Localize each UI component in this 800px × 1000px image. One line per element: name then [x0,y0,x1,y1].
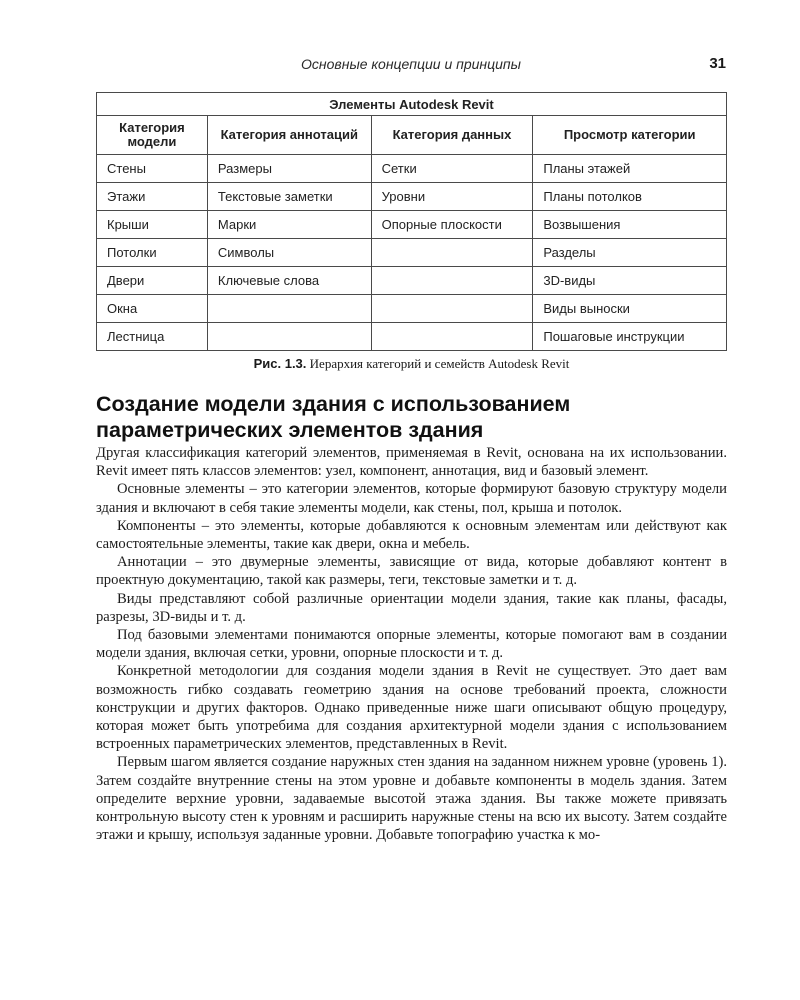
paragraph: Конкретной методологии для создания модели здания в Revit не существует. Это дает вам возможность гибко создавать геометрию здания на основе требований проекта, сложности конструкции и других факторов. Однако приведенные ниже шаги описывают общую процедуру, которая может быть употребима для создания архитектурной модели здания с использованием встроенных параметрических элементов, представленных в Revit. [96,663,727,753]
table-cell [371,239,533,267]
table-cell [371,295,533,323]
table-cell: Планы потолков [533,183,727,211]
table-cell: Опорные плоскости [371,211,533,239]
table-row [97,155,727,183]
table-cell: Текстовые заметки [207,183,371,211]
table-cell: Виды выноски [533,295,727,323]
running-title: Основные концепции и принципы [301,56,521,72]
revit-elements-table [96,92,727,351]
table-row [97,295,727,323]
table-cell: Окна [97,295,208,323]
table-cell: Планы этажей [533,155,727,183]
table-cell: Этажи [97,183,208,211]
paragraph: Под базовыми элементами понимаются опорные элементы, которые помогают вам в создании модели здания, включая сетки, уровни, опорные плоскости и т. д. [96,627,727,662]
table-row [97,211,727,239]
table-cell: Потолки [97,239,208,267]
table-cell [371,267,533,295]
figure-text: Иерархия категорий и семейств Autodesk Revit [309,356,570,371]
table-cell: Пошаговые инструкции [533,323,727,351]
table-cell [371,323,533,351]
table-header-row [97,116,727,155]
column-header-annotation: Категория аннотаций [207,116,371,155]
table-cell: Разделы [533,239,727,267]
table-cell: Символы [207,239,371,267]
table-row [97,183,727,211]
paragraph: Виды представляют собой различные ориентации модели здания, такие как планы, фасады, разрезы, 3D-виды и т. д. [96,590,727,625]
table-cell: Сетки [371,155,533,183]
paragraph: Компоненты – это элементы, которые добавляются к основным элементам или действуют как самостоятельные элементы, такие как двери, окна и мебель. [96,517,727,553]
section-title: Создание модели здания с использованием параметрических элементов здания [96,392,571,442]
table-cell: Двери [97,267,208,295]
page-number: 31 [709,55,726,72]
table-cell: 3D-виды [533,267,727,295]
table-row [97,239,727,267]
figure-caption [96,356,727,372]
paragraph: Аннотации – это двумерные элементы, зависящие от вида, которые добавляют контент в проектную документацию, такой как размеры, теги, текстовые заметки и т. д. [96,554,727,589]
column-header-model: Категория модели [97,116,208,155]
table-cell: Ключевые слова [207,267,371,295]
column-header-data: Категория данных [371,116,533,155]
paragraph: Первым шагом является создание наружных стен здания на заданном нижнем уровне (уровень 1). Затем создайте внутренние стены на этом уровне и добавьте компоненты в модель здания. Затем определите верхние уровни, задаваемые высотой этажа здания. Вы также можете привязать контрольную высоту стен к уровням и расширить наружные стены на всю их высоту. Затем создайте этажи и крышу, используя заданные уровни. Добавьте топографию участка к мо- [96,754,727,844]
table-cell: Лестница [97,323,208,351]
paragraph: Основные элементы – это категории элементов, которые формируют базовую структуру модели здания и включают в себя такие элементы модели, как стены, пол, крыша и потолок. [96,481,727,516]
table-cell: Размеры [207,155,371,183]
table-cell: Уровни [371,183,533,211]
running-header [96,56,726,76]
figure-label: Рис. 1.3. [253,356,307,371]
body-text [96,444,727,844]
table-cell: Крыши [97,211,208,239]
table-caption: Элементы Autodesk Revit [97,93,727,116]
table-cell [207,295,371,323]
table-cell: Марки [207,211,371,239]
table-row [97,267,727,295]
table-cell [207,323,371,351]
paragraph: Другая классификация категорий элементов, применяемая в Revit, основана на их использовании. Revit имеет пять классов элементов: узел, компонент, аннотация, вид и базовый элемент. [96,445,727,480]
table-cell: Стены [97,155,208,183]
table-cell: Возвышения [533,211,727,239]
column-header-view: Просмотр категории [533,116,727,155]
table-row [97,323,727,351]
